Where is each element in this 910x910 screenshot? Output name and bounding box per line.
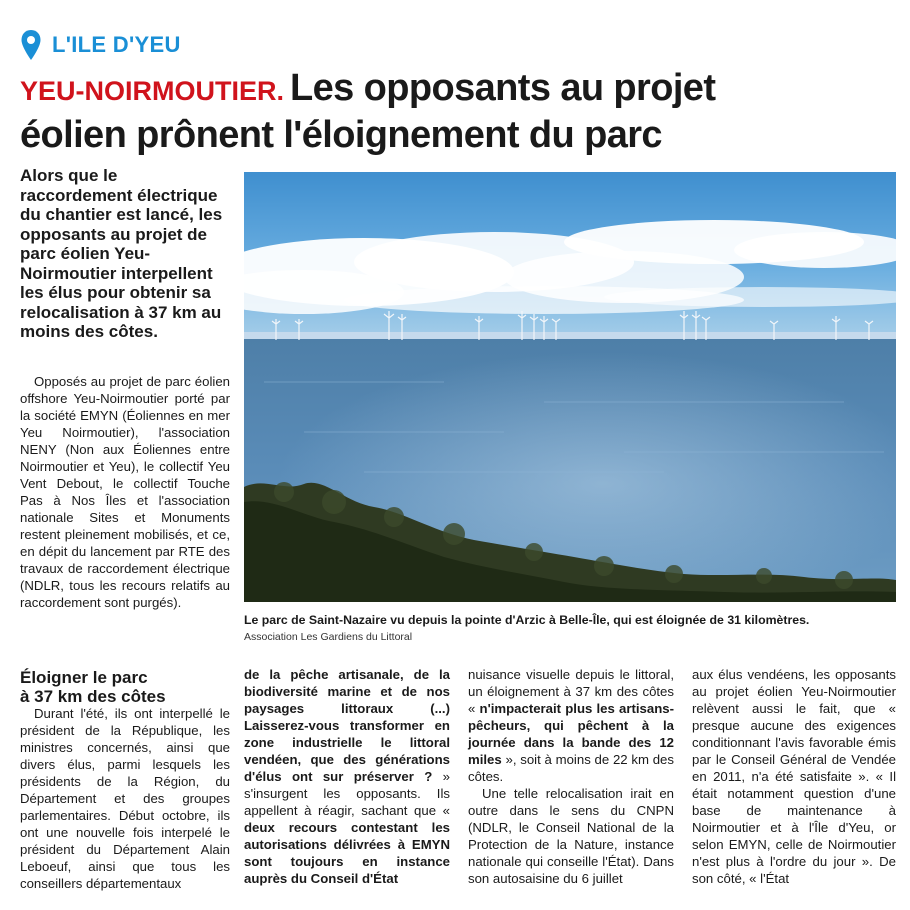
location-pin-icon [20, 29, 42, 61]
column-2-quote-2: deux recours contestant les autorisations délivrées à EMYN sont toujours en instance auprès du Conseil d'État [244, 820, 450, 886]
column-1-text: Durant l'été, ils ont interpellé le président de la République, les ministres concernés, ainsi que divers élus, parmi lesquels les présidents de la Région, du Département et des groupes parlementaires. Début octobre, ils ont une nouvelle fois interpelé le président du Département Alain Leboeuf, ainsi que tous les conseillers départementaux [20, 706, 230, 891]
article-photo [244, 172, 896, 602]
headline-line-1 [20, 66, 900, 113]
column-2-normal-1: » s'insurgent les opposants. Ils appellent à réagir, sachant que « [244, 769, 451, 818]
sea-wind-farm-photo [244, 172, 896, 602]
column-3-quote-1: n'impacterait plus les artisans-pêcheurs, qui pêchent à la journée dans la bande des 12 miles [468, 701, 674, 767]
headline-text-1: Les opposants au projet [290, 67, 716, 109]
subheading-line-2: à 37 km des côtes [20, 687, 166, 706]
headline-line-2: éolien prônent l'éloignement du parc [20, 114, 662, 156]
section-rubric [20, 28, 181, 62]
headline-kicker: YEU-NOIRMOUTIER. [20, 76, 285, 106]
column-4-text: aux élus vendéens, les opposants au projet éolien Yeu-Noirmoutier relèvent aussi le fait, que « presque aucune des exigences conditionnant l'avis favorable émis par le Conseil Général de Vendée en 2011, n'a été satisfaite ». « Il était notamment question d'une base de maintenance à Noirmoutier et à l'Île d'Yeu, or selon EMYN, celle de Noirmoutier n'est plus à l'ordre du jour ». De son côté, « l'État [692, 667, 896, 886]
column-3-normal-2: », soit à moins de 22 km des côtes. [468, 752, 674, 784]
column-3-paragraph-1 [468, 666, 674, 785]
column-2 [244, 666, 450, 887]
paragraph-1: Opposés au projet de parc éolien offshore Yeu-Noirmoutier porté par la société EMYN (Éoliennes en mer Yeu Noirmoutier), l'association NENY (Non aux Éoliennes entre Noirmoutier et Yeu), le collectif Yeu Vent Debout, le collectif Touche Pas à Nos Îles et l'association nationale Sites et Monuments restent pleinement mobilisés, et ce, en dépit du lancement par RTE des travaux de raccordement électrique (NDLR, tous les recours relatifs au raccordement sont purgés). [20, 374, 230, 610]
column-4 [692, 666, 896, 887]
column-1 [20, 705, 230, 892]
subheading [20, 668, 230, 706]
column-3-paragraph-2: Une telle relocalisation irait en outre dans le sens du CNPN (NDLR, le Conseil National de la Protection de la Nature, instance nationale qui conseille l'État). Dans son autosaisine du 6 juillet [468, 786, 674, 886]
headline [20, 66, 900, 157]
column-2-quote-1: de la pêche artisanale, de la biodiversité marine et de nos paysages littoraux (...) Laisserez-vous transformer en zone industrielle le littoral vendéen, que des générations d'élus ont sur préserver ? [244, 667, 450, 784]
subheading-line-1: Éloigner le parc [20, 668, 148, 687]
photo-credit: Association Les Gardiens du Littoral [244, 631, 413, 643]
standfirst: Alors que le raccordement électrique du chantier est lancé, les opposants au projet de parc éolien Yeu-Noirmoutier interpellent les élus pour obtenir sa relocalisation à 37 km au moins des côtes. [20, 166, 223, 341]
photo-caption: Le parc de Saint-Nazaire vu depuis la pointe d'Arzic à Belle-Île, qui est éloignée de 31 kilomètres. [244, 613, 810, 627]
column-2-text [244, 666, 450, 887]
column-3-normal-1: nuisance visuelle depuis le littoral, un éloignement à 37 km des côtes « [468, 667, 674, 716]
column-3 [468, 666, 674, 887]
section-label: L'ILE D'YEU [52, 32, 181, 57]
